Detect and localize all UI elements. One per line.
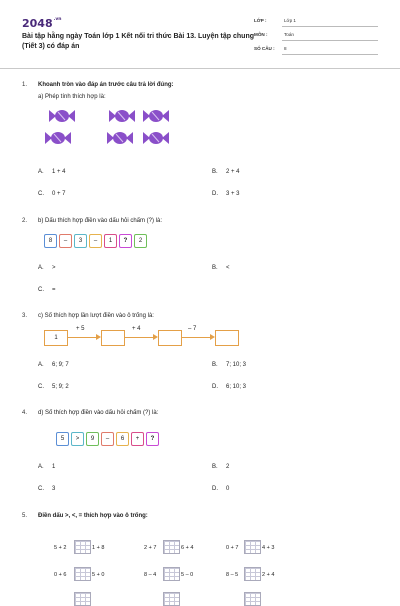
comparison-right: 2 + 4	[262, 572, 275, 578]
answer-option-a[interactable]: A. 1	[38, 464, 56, 470]
flow-blank-box[interactable]	[158, 330, 182, 346]
sequence-box: >	[71, 432, 84, 446]
comparison-left: 8 – 5	[226, 572, 239, 578]
meta-label-count: SỐ CÂU :	[254, 46, 275, 51]
answer-grid[interactable]	[163, 567, 180, 581]
sequence-box: 6	[116, 432, 129, 446]
answer-grid[interactable]	[74, 567, 91, 581]
sequence-box: 1	[104, 234, 117, 248]
comparison-right: 5 – 0	[181, 572, 194, 578]
answer-option-d[interactable]: D. 0	[212, 486, 230, 492]
meta-value-count: 8	[284, 46, 287, 51]
document-title: Bài tập hằng ngày Toán lớp 1 Kết nối tri thức Bài 13. Luyện tập chung (Tiết 3) có đáp án	[22, 33, 254, 50]
question-text: a) Phép tính thích hợp là:	[38, 94, 106, 100]
candy-icon	[142, 108, 170, 129]
flow-step-label: + 4	[132, 326, 141, 332]
meta-underline	[282, 54, 378, 55]
sequence-box: 8	[44, 234, 57, 248]
answer-grid[interactable]	[74, 540, 91, 554]
question-instruction: Khoanh tròn vào đáp án trước câu trả lời đúng:	[38, 82, 174, 88]
sequence-box: +	[131, 432, 144, 446]
sequence-box: 2	[134, 234, 147, 248]
candy-icon	[48, 108, 76, 129]
comparison-right: 5 + 0	[92, 572, 105, 578]
answer-option-a[interactable]: A. 1 + 4	[38, 169, 66, 175]
logo-suffix: .vn	[53, 17, 62, 22]
site-logo[interactable]	[22, 17, 61, 30]
answer-option-a[interactable]: A. 6; 9; 7	[38, 362, 69, 368]
sequence-box: 3	[74, 234, 87, 248]
comparison-left: 0 + 6	[54, 572, 67, 578]
meta-underline	[282, 26, 378, 27]
candy-icon	[44, 130, 72, 151]
meta-value-subject: Toán	[284, 32, 294, 37]
question-text: c) Số thích hợp lần lượt điền vào ô trống là:	[38, 313, 154, 319]
flow-blank-box[interactable]	[101, 330, 125, 346]
candy-icon	[106, 130, 134, 151]
comparison-right: 6 + 4	[181, 545, 194, 551]
question-text: b) Dấu thích hợp điền vào dấu hỏi chấm (?) là:	[38, 218, 163, 224]
answer-grid[interactable]	[163, 592, 180, 606]
number-sequence	[56, 430, 161, 448]
candy-icon	[108, 108, 136, 129]
question-number: 4.	[22, 410, 28, 416]
number-sequence	[44, 232, 149, 250]
answer-option-c[interactable]: C. 3	[38, 486, 56, 492]
arrow-line	[181, 337, 210, 338]
flow-blank-box[interactable]	[215, 330, 239, 346]
header-divider	[0, 68, 400, 69]
question-number: 5.	[22, 513, 28, 519]
sequence-box: –	[59, 234, 72, 248]
sequence-box: 9	[86, 432, 99, 446]
question-number: 2.	[22, 218, 28, 224]
meta-value-class: Lớp 1	[284, 18, 296, 23]
comparison-left: 5 + 2	[54, 545, 67, 551]
question-text: d) Số thích hợp điền vào dấu hỏi chấm (?) là:	[38, 410, 159, 416]
answer-option-a[interactable]: A. >	[38, 265, 56, 271]
answer-grid[interactable]	[74, 592, 91, 606]
arrow-line	[124, 337, 153, 338]
answer-option-b[interactable]: B. 7; 10; 3	[212, 362, 247, 368]
meta-underline	[282, 40, 378, 41]
question-number: 1.	[22, 82, 28, 88]
answer-grid[interactable]	[244, 540, 261, 554]
flow-step-label: – 7	[188, 326, 197, 332]
comparison-left: 2 + 7	[144, 545, 157, 551]
answer-grid[interactable]	[244, 592, 261, 606]
comparison-right: 1 + 8	[92, 545, 105, 551]
answer-option-b[interactable]: B. <	[212, 265, 230, 271]
answer-option-c[interactable]: C. 5; 9; 2	[38, 384, 69, 390]
sequence-box: –	[89, 234, 102, 248]
arrow-line	[67, 337, 96, 338]
logo-text: 2048	[22, 17, 53, 30]
comparison-left: 0 + 7	[226, 545, 239, 551]
answer-option-b[interactable]: B. 2	[212, 464, 230, 470]
candy-icon	[142, 130, 170, 151]
question-instruction: Điền dấu >, <, = thích hợp vào ô trống:	[38, 513, 148, 519]
flow-start-box: 1	[44, 330, 68, 346]
comparison-right: 4 + 3	[262, 545, 275, 551]
question-number: 3.	[22, 313, 28, 319]
meta-label-subject: MÔN :	[254, 32, 268, 37]
question-mark-box: ?	[119, 234, 132, 248]
answer-option-c[interactable]: C. =	[38, 287, 56, 293]
answer-grid[interactable]	[163, 540, 180, 554]
answer-option-c[interactable]: C. 0 + 7	[38, 191, 66, 197]
answer-option-b[interactable]: B. 2 + 4	[212, 169, 240, 175]
answer-option-d[interactable]: D. 6; 10; 3	[212, 384, 247, 390]
question-mark-box: ?	[146, 432, 159, 446]
comparison-left: 8 – 4	[144, 572, 157, 578]
flow-step-label: + 5	[76, 326, 85, 332]
answer-grid[interactable]	[244, 567, 261, 581]
meta-label-class: LỚP :	[254, 18, 267, 23]
answer-option-d[interactable]: D. 3 + 3	[212, 191, 240, 197]
sequence-box: –	[101, 432, 114, 446]
sequence-box: 5	[56, 432, 69, 446]
